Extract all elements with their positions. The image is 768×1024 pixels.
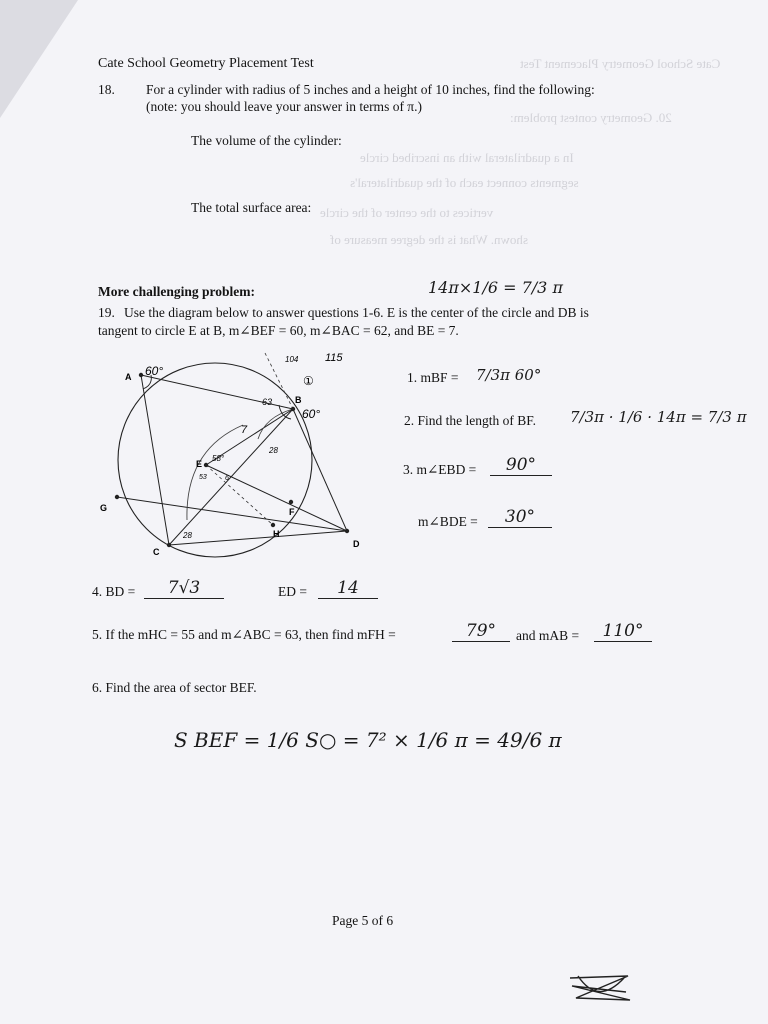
bleed-through-line: Cate School Geometry Placement Test: [520, 56, 721, 71]
circle-diagram: [95, 345, 375, 570]
annotation-104: 104: [285, 355, 299, 364]
page-number: Page 5 of 6: [332, 913, 394, 928]
segment-gd: [117, 497, 347, 531]
bleed-through-line: 20. Geometry contest problem:: [510, 110, 672, 125]
part4-ed-blank: [318, 578, 378, 599]
part2-question: 2. Find the length of BF.: [404, 413, 537, 428]
bleed-through-line: In a quadrilateral with an inscribed circle: [360, 150, 574, 165]
q19-heading: More challenging problem:: [98, 284, 255, 299]
annotation-63: 63: [262, 397, 273, 407]
label-c: C: [153, 547, 160, 557]
bleed-through-line: vertices to the center of the circle: [320, 205, 494, 220]
part5-ab-blank: [594, 621, 652, 642]
point-h: [271, 523, 275, 527]
label-a: A: [125, 372, 132, 382]
part3b-answer-blank: [488, 507, 552, 528]
part1-answer: 7/3π 60°: [476, 366, 542, 384]
point-d: [345, 529, 349, 533]
label-e: E: [196, 459, 203, 469]
point-c: [167, 543, 171, 547]
part1-question: 1. mBF =: [407, 370, 459, 385]
q19-given: tangent to circle E at B, m∠BEF = 60, m∠BAC = 62, and BE = 7.: [98, 323, 459, 338]
part5-question-a: 5. If the mHC = 55 and m∠ABC = 63, then find mFH =: [92, 627, 396, 642]
label-g: G: [100, 503, 108, 513]
segment-cd: [169, 531, 347, 545]
part2-work: 7/3π · 1/6 · 14π = 7/3 π: [570, 408, 747, 426]
annotation-28-bottom: 28: [183, 531, 192, 540]
part5-ab-answer: 110°: [594, 621, 652, 642]
q19-prompt: Use the diagram below to answer questions 1-6. E is the center of the circle and DB is: [124, 305, 589, 320]
annotation-angle-b: 60°: [302, 407, 321, 421]
scribble-mark: [568, 972, 634, 1006]
part6-work: S BEF = 1/6 S○ = 7² × 1/6 π = 49/6 π: [174, 728, 562, 752]
part3-answer: 90°: [490, 455, 552, 476]
q18-volume-label: The volume of the cylinder:: [191, 133, 342, 148]
page-title: Cate School Geometry Placement Test: [98, 56, 314, 71]
q18-prompt: For a cylinder with radius of 5 inches and a height of 10 inches, find the following:: [146, 82, 595, 97]
part3-answer-blank: [490, 455, 552, 476]
label-h: H: [273, 529, 280, 539]
label-f: F: [289, 507, 295, 517]
annotation-6: 6: [225, 475, 229, 482]
point-g: [115, 495, 119, 499]
part4-ed-answer: 14: [318, 578, 378, 599]
folded-corner: [0, 0, 78, 118]
part4-bd-answer: 7√3: [144, 578, 224, 599]
annotation-circled-1: ①: [303, 374, 314, 388]
part3-question: 3. m∠EBD =: [403, 462, 477, 477]
part5-fh-answer: 79°: [452, 621, 510, 642]
part4-ed-question: ED =: [278, 584, 307, 599]
annotation-115: 115: [325, 352, 343, 364]
point-b: [291, 407, 295, 411]
q18-surface-label: The total surface area:: [191, 200, 312, 215]
part4-bd-blank: [144, 578, 224, 599]
annotation-28-top: 28: [269, 446, 278, 455]
point-f: [289, 500, 293, 504]
pencil-arc: [258, 409, 293, 439]
segment-ac: [141, 375, 169, 545]
annotation-7: 7: [241, 424, 248, 436]
q19-number: 19.: [98, 305, 115, 320]
part3b-answer: 30°: [488, 507, 552, 528]
annotation-angle-a: 60°: [145, 364, 164, 378]
label-d: D: [353, 539, 360, 549]
part5-fh-blank: [452, 621, 510, 642]
q19-scratch-work: 14π×1/6 = 7/3 π: [428, 278, 563, 297]
part6-question: 6. Find the area of sector BEF.: [92, 680, 257, 695]
annotation-58: 58°: [212, 454, 225, 463]
tangent-bd: [293, 409, 347, 531]
q18-number: 18.: [98, 82, 115, 97]
dashed-line-eh: [206, 465, 273, 525]
point-e: [204, 463, 208, 467]
q18-note: (note: you should leave your answer in terms of π.): [146, 99, 422, 114]
part4-bd-question: 4. BD =: [92, 584, 136, 599]
bleed-through-line: segments connect each of the quadrilateral's: [350, 175, 579, 190]
part5-question-b: and mAB =: [516, 628, 580, 643]
part3b-question: m∠BDE =: [418, 514, 478, 529]
bleed-through-line: shown. What is the degree measure of: [330, 232, 528, 247]
point-a: [139, 373, 143, 377]
annotation-53: 53: [199, 474, 207, 481]
label-b: B: [295, 395, 302, 405]
